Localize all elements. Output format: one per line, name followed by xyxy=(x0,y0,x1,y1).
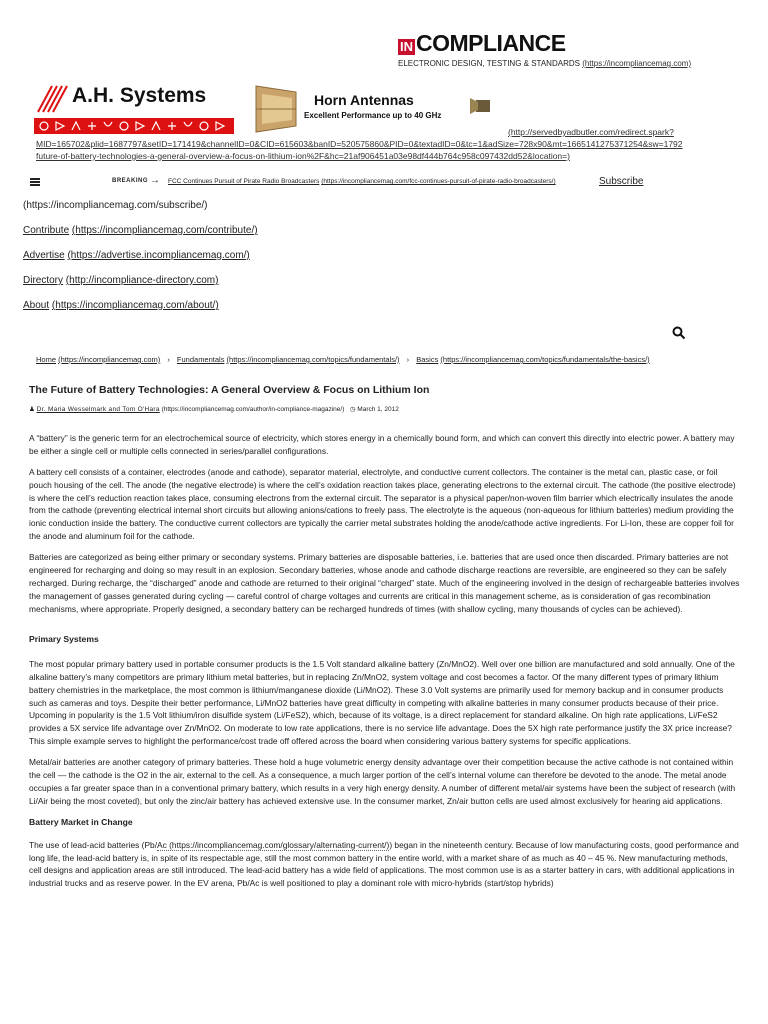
menu-item-about[interactable] xyxy=(23,300,219,311)
ad-link-line-3[interactable]: future-of-battery-technologies-a-general-overview-a-focus-on-lithium-ion%2F&hc=21af906451a03e98df444b764c958c097432dd52&location=) xyxy=(36,151,570,161)
breaking-news-link[interactable] xyxy=(168,178,556,185)
ad-company-name: A.H. Systems xyxy=(72,84,207,107)
author-url[interactable]: (https://incompliancemag.com/author/in-compliance-magazine/) xyxy=(161,406,345,413)
article-body xyxy=(29,432,741,898)
site-logo[interactable] xyxy=(398,32,691,68)
ad-link-line-2[interactable]: MID=165702&plid=1687797&setID=171419&channelID=0&CID=615603&banID=520575860&PID=0&textadID=0&tc=1&adSize=728x90&mt=1665141275371254&sw=1792 xyxy=(36,139,683,149)
breadcrumb-fundamentals[interactable]: Fundamentals xyxy=(176,355,225,364)
breadcrumb-fundamentals-url[interactable]: (https://incompliancemag.com/topics/fundamentals/) xyxy=(226,355,400,364)
breaking-news-url[interactable]: (https://incompliancemag.com/fcc-continues-pursuit-of-pirate-radio-broadcasters/) xyxy=(321,178,556,185)
breadcrumb xyxy=(36,355,650,364)
menu-item-label[interactable]: Directory xyxy=(23,275,64,286)
article-byline xyxy=(29,405,399,413)
menu-item-advertise[interactable] xyxy=(23,250,250,261)
menu-item-label[interactable]: Advertise xyxy=(23,250,65,261)
ah-systems-logo-icon xyxy=(36,84,68,114)
article-paragraph xyxy=(29,839,741,890)
logo-url[interactable]: (https://incompliancemag.com) xyxy=(582,59,692,68)
ad-redirect-link[interactable] xyxy=(36,126,751,162)
ad-product-title: Horn Antennas xyxy=(314,92,414,108)
section-heading-primary-systems: Primary Systems xyxy=(29,634,99,645)
menu-item-url[interactable]: (https://incompliancemag.com/contribute/) xyxy=(71,225,258,236)
paragraph-text: ) began in the nineteenth century. Because of low manufacturing costs, good performance and long life, the lead-acid battery is, in spite of its respectable age, still the most common battery in the entire world, with a market share of as much as 40 – 45 %. New manufacturing methods, cell designs and application areas are still introduced. The lead-acid battery has a wide field of applications. The most common use is as a starter battery in cars, with additional applications in industrial trucks and as reserve power. In the EV arena, Pb/Ac is well positioned to play a dominant role with micro-hybrids (start/stop hybrids) xyxy=(29,839,739,889)
chevron-right-icon: › xyxy=(406,355,410,364)
menu-hamburger-icon[interactable] xyxy=(30,178,40,187)
ad-link-line-1[interactable]: (http://servedbyadbutler.com/redirect.spark? xyxy=(508,127,674,137)
breaking-news-title[interactable]: FCC Continues Pursuit of Pirate Radio Broadcasters xyxy=(168,178,320,185)
article-paragraph: Metal/air batteries are another category of primary batteries. These hold a huge volumetric energy density advantage over their competition because the active cathode is not contained within the cell — the cathode is the O2 in the air, external to the cell. As a consequence, a much larger portion of the cell’s internal volume can therefore be devoted to the anode. The metal anode occupies a far greater space than in a conventional primary battery, which results in a very high energy density. A number of different metal/air systems have been the subject of research (with Li/Air being the most coveted), but only the zinc/air battery has achieved extensive use. In the consumer market, Zn/air button cells are used almost exclusively for hearing aid applications. xyxy=(29,757,736,806)
breadcrumb-basics-url[interactable]: (https://incompliancemag.com/topics/fundamentals/the-basics/) xyxy=(440,355,650,364)
clock-icon: ◷ xyxy=(349,406,356,413)
logo-in-mark: IN xyxy=(400,39,413,54)
arrow-right-icon: → xyxy=(150,175,160,186)
article-date: March 1, 2012 xyxy=(357,406,399,413)
search-icon[interactable] xyxy=(672,326,686,340)
breadcrumb-basics[interactable]: Basics xyxy=(416,355,439,364)
article-paragraph: Batteries are categorized as being either primary or secondary systems. Primary batteries are disposable batteries, i.e. batteries that are used once then discarded. Primary batteries are not engineered for recharging and doing so may result in an explosion. Secondary batteries, whose anode and cathode discharge reactions are reversible, are engineered so they can be safely recharged. During recharge, the “discharged” anode and cathode are returned to their original “charged” state. Much of the engineering involved in the design of rechargeable batteries involves the management of gasses generated during cycling — careful control of charge voltages and currents are critical in this management scheme, as is consideration of gas recombination mechanisms, where appropriate. Properly designed, a secondary battery can be recharged hundreds of times (with shallow cycling, many thousands of cycles can be achieved). xyxy=(29,552,740,614)
article-paragraph: A “battery” is the generic term for an electrochemical source of electricity, which stores energy in a chemically bound form, and which can convert this directly into electric power. A battery may be either a single cell or multiple cells connected in series/parallel configurations. xyxy=(29,433,735,456)
breadcrumb-home-url[interactable]: (https://incompliancemag.com) xyxy=(58,355,161,364)
menu-item-contribute[interactable] xyxy=(23,225,258,236)
section-heading-battery-market: Battery Market in Change xyxy=(29,816,133,827)
top-navbar xyxy=(0,176,768,190)
breaking-label: BREAKING xyxy=(112,178,149,184)
menu-item-url[interactable]: (https://incompliancemag.com/about/) xyxy=(51,300,219,311)
menu-item-directory[interactable] xyxy=(23,275,218,286)
logo-name: COMPLIANCE xyxy=(416,30,566,56)
subscribe-url-link[interactable]: (https://incompliancemag.com/subscribe/) xyxy=(23,200,208,211)
menu-item-url[interactable]: (http://incompliance-directory.com) xyxy=(65,275,219,286)
author-link[interactable]: Dr. Maria Wesselmark and Tom O'Hara xyxy=(36,406,160,413)
menu-item-url[interactable]: (https://advertise.incompliancemag.com/) xyxy=(67,250,250,261)
glossary-link-ac[interactable]: Ac (https://incompliancemag.com/glossary/alternating-current/) xyxy=(157,839,390,850)
author-icon: ♟ xyxy=(29,406,35,413)
menu-item-label[interactable]: Contribute xyxy=(23,225,70,236)
breadcrumb-home[interactable]: Home xyxy=(36,355,57,364)
article-paragraph: The most popular primary battery used in portable consumer products is the 1.5 Volt standard alkaline battery (Zn/MnO2). Well over one billion are manufactured and sold annually. One of the alkaline battery’s many competitors are primary lithium metal batteries, but in replacing Zn/MnO2, system voltage and cost becomes a factor. Of the many different types of primary lithium battery chemistries in the marketplace, the most common is lithium/manganese dioxide (Li/MnO2). These 3.0 Volt systems are primarily used for memory backup and in consumer products such as cameras and toys. Despite their better performance, Li/MnO2 batteries have great difficulty in competing with alkaline batteries in many consumer products because of their price. Upcoming in popularity is the 1.5 Volt lithium/iron disulfide system (Li/FeS2), which, because of its voltage, is a direct replacement for standard alkaline. On high rate applications, Li/FeS2 provides a 5X service life advantage over Zn/MnO2. On moderate to low rate applications, there is no service life advantage. Does the 5X high rate performance justify the 3X price increase? This simple example serves to highlight the performance/cost trade off offered across the board when considering various battery systems for specific applications. xyxy=(29,659,735,746)
article-title: The Future of Battery Technologies: A General Overview & Focus on Lithium Ion xyxy=(29,384,430,396)
paragraph-text: The use of lead-acid batteries (Pb/ xyxy=(29,839,158,850)
ad-product-tagline: Excellent Performance up to 40 GHz xyxy=(304,111,442,120)
logo-tagline: ELECTRONIC DESIGN, TESTING & STANDARDS xyxy=(398,59,580,68)
article-paragraph: A battery cell consists of a container, electrodes (anode and cathode), separator material, electrolyte, and conductive current collectors. The container is the metal can, plastic case, or foil pouch housing of the cell. The anode (the negative electrode) is where the cell’s oxidation reaction takes place, generating electrons to the external circuit. The cathode (the positive electrode) is where the cell’s reduction reaction takes place, consuming electrons from the external circuit. The separator is a physical paper/non-woven film barrier which electrically insulates the anode from the cathode (preventing electrical internal short circuits but allowing anions/cations to freely pass. The electrolyte is the aqueous (non-aqueous for lithium batteries) medium providing the ionic conduction inside the battery. The conductive current collectors are typically the carrier metal substrates holding the anode/cathode active ingredients. For Li-Ion, these are copper foil for the anode and aluminum foil for the cathode. xyxy=(29,467,736,542)
antenna-device-image xyxy=(470,96,494,116)
menu-item-label[interactable]: About xyxy=(23,300,50,311)
subscribe-link[interactable]: Subscribe xyxy=(599,176,644,187)
chevron-right-icon: › xyxy=(167,355,170,364)
